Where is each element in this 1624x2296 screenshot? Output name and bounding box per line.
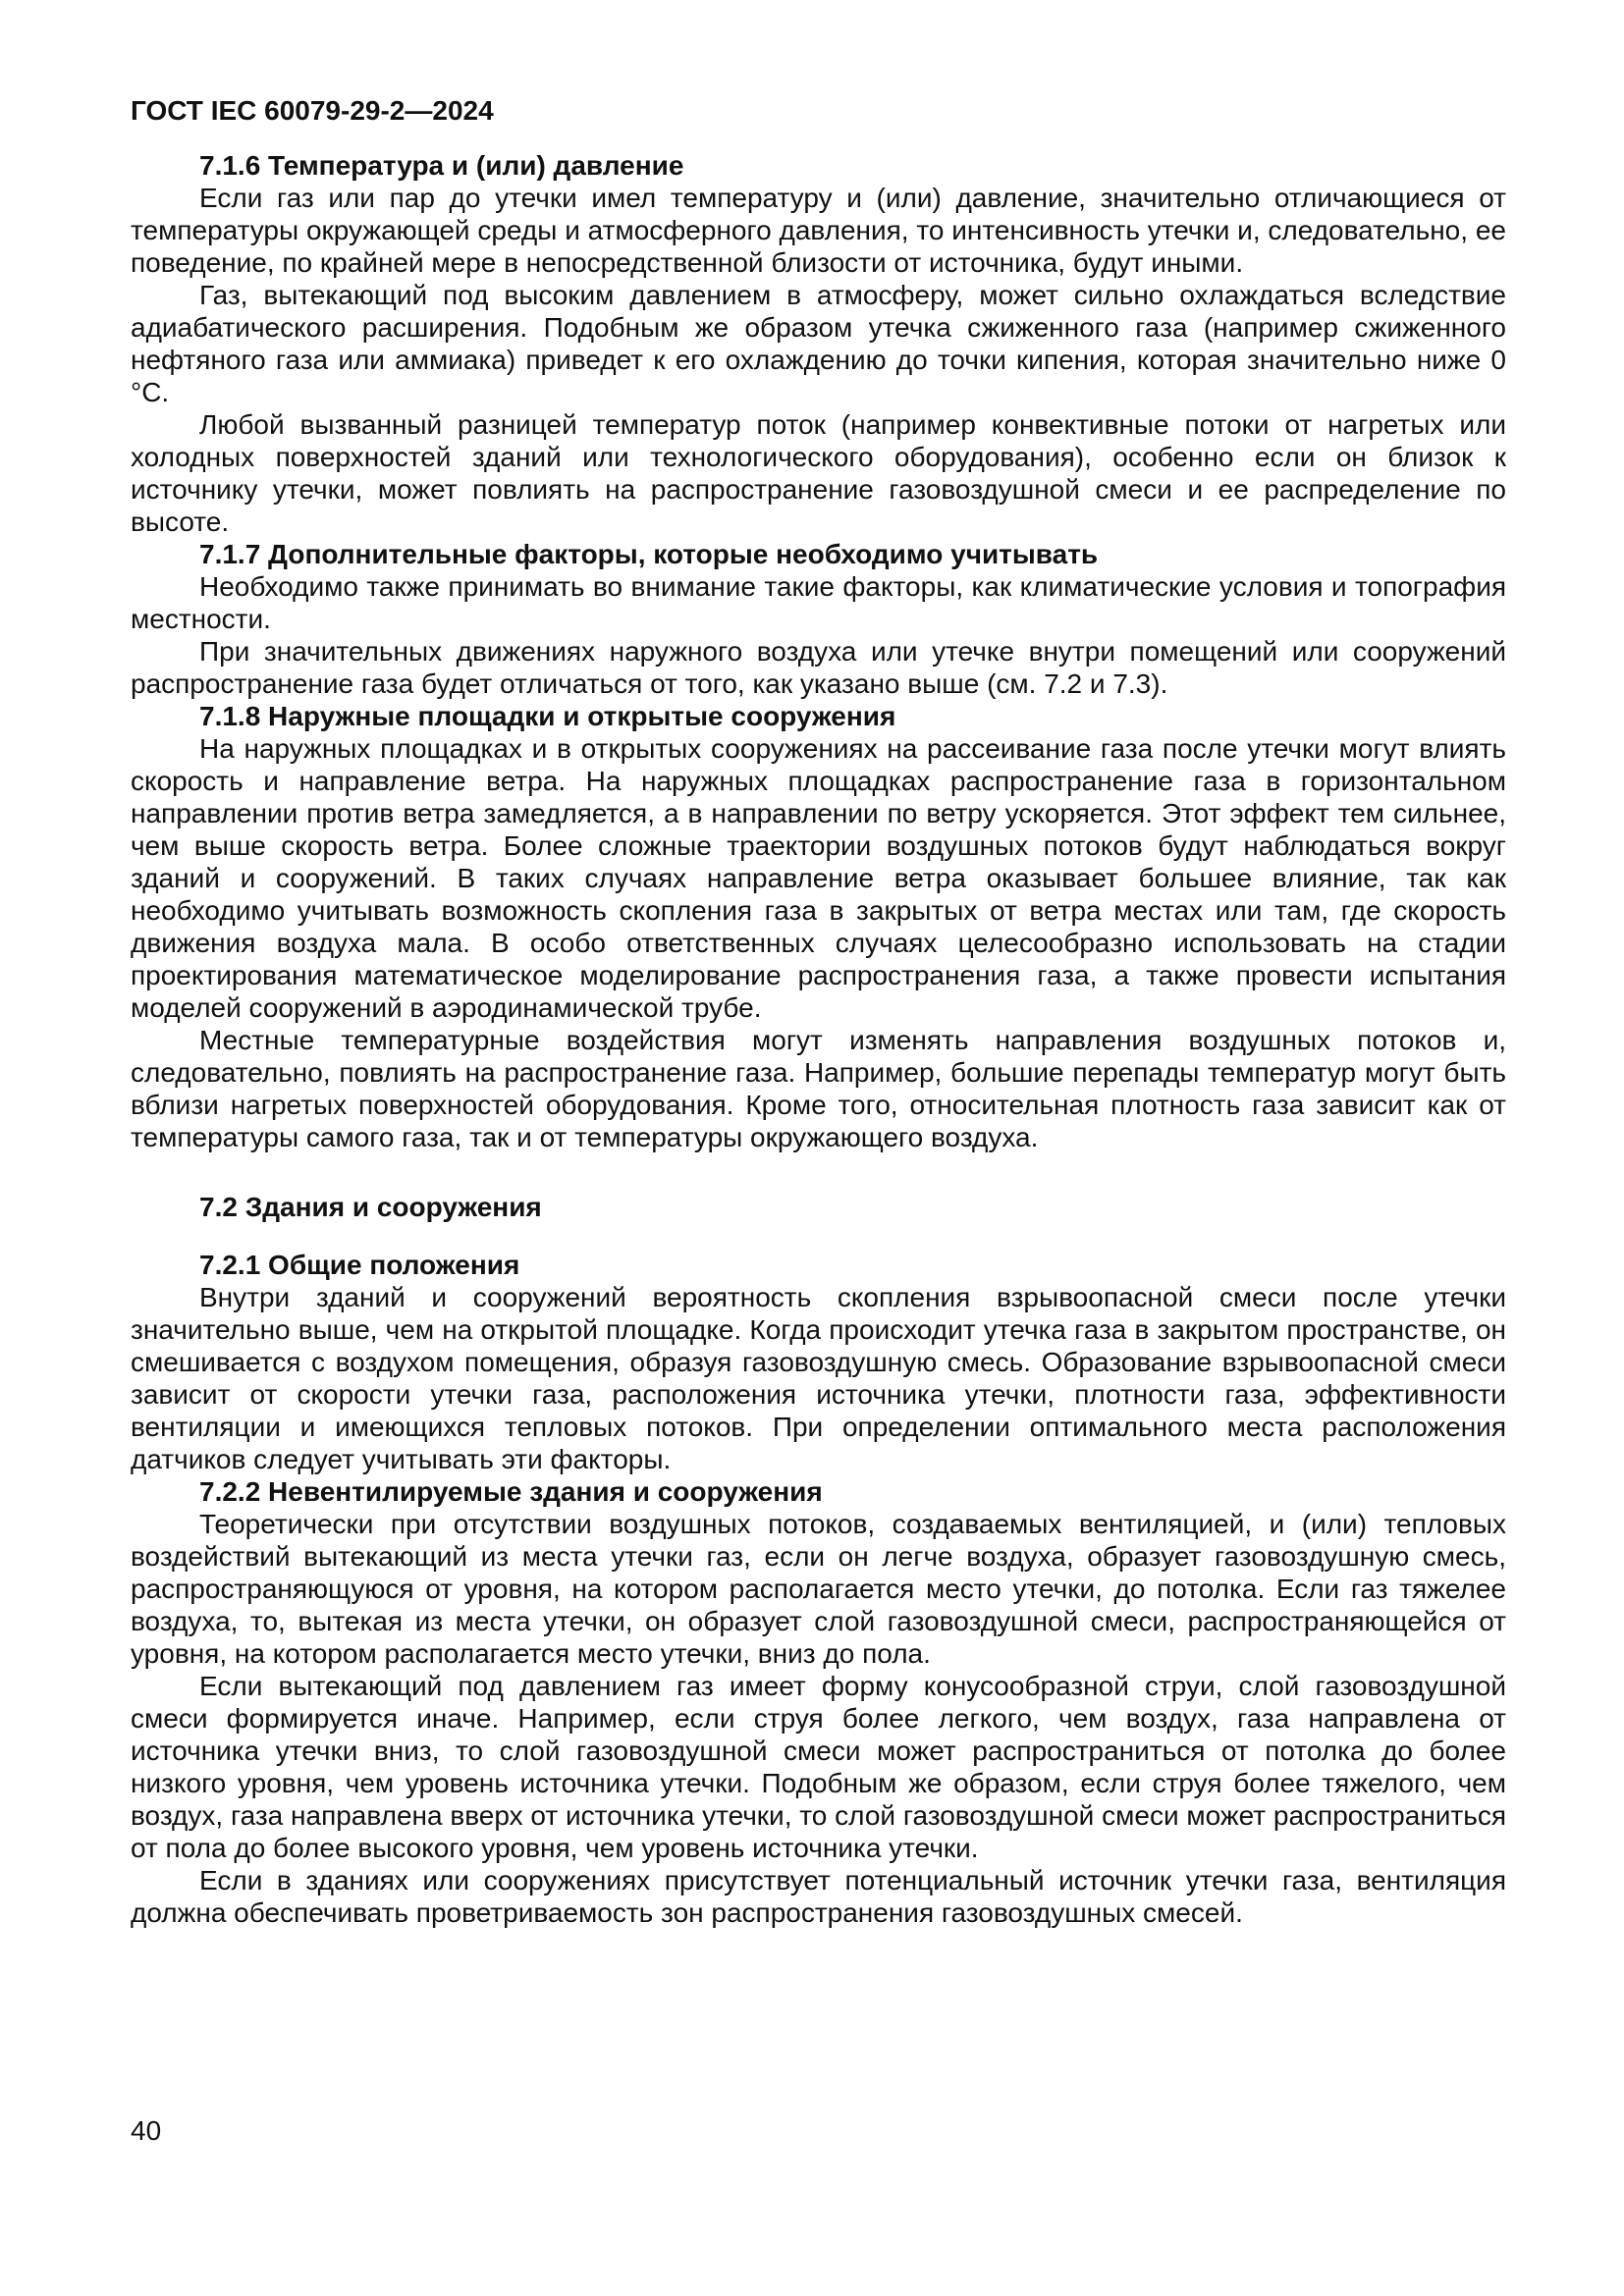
section-heading: 7.2 Здания и сооружения — [199, 1192, 542, 1222]
paragraph: Если газ или пар до утечки имел температуру и (или) давление, значительно отличающиеся от температуры окружающей среды и атмосферного давления, то интенсивность утечки и, следовательно, ее поведение, по крайней мере в непосредственной близости от источника, будут иными. — [131, 183, 1506, 278]
subsection-heading: 7.1.6 Температура и (или) давление — [199, 150, 684, 181]
paragraph: Газ, вытекающий под высоким давлением в атмосферу, может сильно охлаждаться вследствие адиабатического расширения. Подобным же образом утечка сжиженного газа (например сжиженного нефтяного газа или аммиака) приведет к его охлаждению до точки кипения, которая значительно ниже 0 °С. — [131, 280, 1506, 407]
paragraph: Внутри зданий и сооружений вероятность скопления взрывоопасной смеси после утечки значительно выше, чем на открытой площадке. Когда происходит утечка газа в закрытом пространстве, он смешивается с воздухом помещения, образуя газовоздушную смесь. Образование взрывоопасной смеси зависит от скорости утечки газа, расположения источника утечки, плотности газа, эффективности вентиляции и имеющихся тепловых потоков. При определении оптимального места расположения датчиков следует учитывать эти факторы. — [131, 1282, 1506, 1474]
subsection-heading: 7.2.2 Невентилируемые здания и сооружения — [199, 1476, 823, 1507]
subsection-heading: 7.2.1 Общие положения — [199, 1250, 520, 1280]
paragraph: Если вытекающий под давлением газ имеет форму конусообразной струи, слой газовоздушной смеси формируется иначе. Например, если струя более легкого, чем воздух, газа направлена от источника утечки вниз, то слой газовоздушной смеси может распространиться от потолка до более низкого уровня, чем уровень источника утечки. Подобным же образом, если струя более тяжелого, чем воздух, газа направлена вверх от источника утечки, то слой газовоздушной смеси может распространиться от пола до более высокого уровня, чем уровень источника утечки. — [131, 1671, 1506, 1863]
paragraph: Любой вызванный разницей температур поток (например конвективные потоки от нагретых или холодных поверхностей зданий или технологического оборудования), особенно если он близок к источнику утечки, может повлиять на распространение газовоздушной смеси и ее распределение по высоте. — [131, 409, 1506, 537]
running-header: ГОСТ IEC 60079-29-2—2024 — [131, 95, 494, 126]
page-number: 40 — [131, 2115, 162, 2146]
subsection-heading: 7.1.7 Дополнительные факторы, которые необходимо учитывать — [199, 539, 1099, 569]
subsection-heading: 7.1.8 Наружные площадки и открытые сооружения — [199, 701, 896, 731]
paragraph: Необходимо также принимать во внимание такие факторы, как климатические условия и топография местности. — [131, 571, 1506, 634]
paragraph: Если в зданиях или сооружениях присутствует потенциальный источник утечки газа, вентиляция должна обеспечивать проветриваемость зон распространения газовоздушных смесей. — [131, 1865, 1506, 1928]
paragraph: При значительных движениях наружного воздуха или утечке внутри помещений или сооружений распространение газа будет отличаться от того, как указано выше (см. 7.2 и 7.3). — [131, 636, 1506, 699]
paragraph: На наружных площадках и в открытых сооружениях на рассеивание газа после утечки могут влиять скорость и направление ветра. На наружных площадках распространение газа в горизонтальном направлении против ветра замедляется, а в направлении по ветру ускоряется. Этот эффект тем сильнее, чем выше скорость ветра. Более сложные траектории воздушных потоков будут наблюдаться вокруг зданий и сооружений. В таких случаях направление ветра оказывает большее влияние, так как необходимо учитывать возможность скопления газа в закрытых от ветра местах или там, где скорость движения воздуха мала. В особо ответственных случаях целесообразно использовать на стадии проектирования математическое моделирование распространения газа, а также провести испытания моделей сооружений в аэродинамической трубе. — [131, 733, 1506, 1023]
paragraph: Теоретически при отсутствии воздушных потоков, создаваемых вентиляцией, и (или) тепловых воздействий вытекающий из места утечки газ, если он легче воздуха, образует газовоздушную смесь, распространяющуюся от уровня, на котором располагается место утечки, до потолка. Если газ тяжелее воздуха, то, вытекая из места утечки, он образует слой газовоздушной смеси, распространяющейся от уровня, на котором располагается место утечки, вниз до пола. — [131, 1509, 1506, 1669]
paragraph: Местные температурные воздействия могут изменять направления воздушных потоков и, следовательно, повлиять на распространение газа. Например, большие перепады температур могут быть вблизи нагретых поверхностей оборудования. Кроме того, относительная плотность газа зависит как от температуры самого газа, так и от температуры окружающего воздуха. — [131, 1025, 1506, 1152]
document-content — [131, 149, 1506, 1929]
